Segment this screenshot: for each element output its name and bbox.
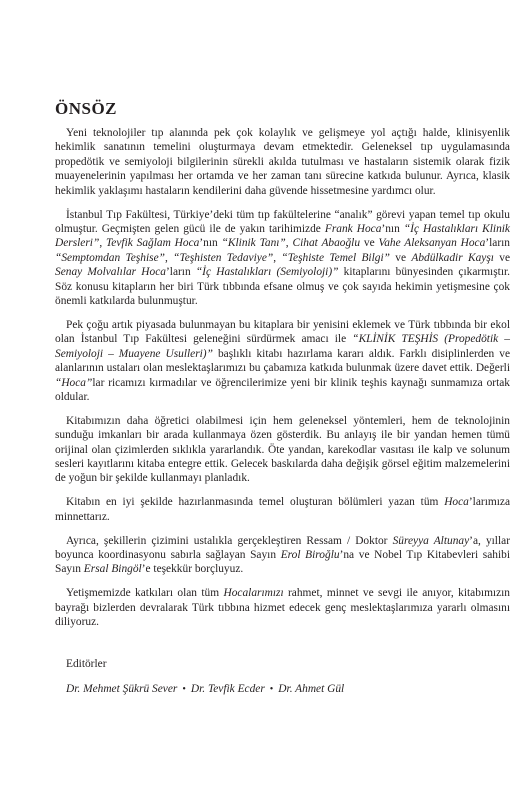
editor-name: Dr. Mehmet Şükrü Sever bbox=[66, 683, 178, 695]
text-segment: , bbox=[164, 251, 174, 264]
preface-paragraph bbox=[55, 126, 510, 198]
italic-text: Ersal Bingöl bbox=[83, 563, 142, 576]
text-segment: , bbox=[273, 251, 282, 264]
text-segment: , bbox=[285, 237, 293, 250]
text-segment: ’a, yıllar boyunca koordinasyonu sabırla sağlayan Sayın bbox=[55, 534, 510, 562]
italic-text: “Teşhiste Temel Bilgi” bbox=[281, 251, 390, 264]
italic-text: Süreyya Altunay bbox=[392, 534, 470, 547]
editor-names bbox=[66, 683, 344, 695]
text-segment: rahmet, minnet ve sevgi ile anıyor, kitabımızın bayrağı bizlerden devralarak Türk tıbbına hizmet edecek genç meslektaşlarımıza yararlı olmasını diliyoruz. bbox=[55, 587, 511, 629]
text-segment: başlıklı kitabı hazırlama kararı aldık. Farklı disiplinlerden ve alanlarının ustaları olan meslektaşlarımızı bu çabamıza katkıda bulunmak üzere davet ettik. Değerli bbox=[55, 347, 510, 375]
text-segment: Kitabın en iyi şekilde hazırlanmasında temel oluşturan bölümleri yazan tüm bbox=[66, 496, 445, 509]
italic-text: “Semptomdan Teşhise” bbox=[55, 251, 165, 264]
italic-text: “İç Hastalıkları Klinik Dersleri” bbox=[55, 222, 510, 250]
text-segment: ’larımıza minnettarız. bbox=[55, 496, 510, 523]
text-segment: lar ricamızı kırmadılar ve öğrencilerimize yeni bir klinik teşhis kaynağı sunmamıza ortak oldular. bbox=[55, 376, 510, 403]
italic-text: “Hoca” bbox=[55, 376, 93, 389]
text-segment: ve bbox=[360, 237, 379, 250]
text-segment: ’ların bbox=[485, 237, 510, 250]
italic-text: “KLİNİK TEŞHİS (Propedötik – Semiyoloji – Muayene Usulleri)” bbox=[55, 333, 510, 360]
text-segment: Yeni teknolojiler tıp alanında pek çok kolaylık ve gelişmeye yol açtığı halde, klinisyenlik hekimlik sanatının temelini oluşturmaya devam etmektedir. Geleneksel tıp uygulamasında propedötik ve semiyoloji bilgilerinin sürekli akılda tutulması ve hastaların sistemik olarak fizik muayenelerinin yapılması her ortamda ve her zaman tanı sürecine katkıda bulunur. Ayrıca, klasik hekimlik yaklaşımı hastaların kendilerini daha güvende hissetmesine yardımcı olur. bbox=[55, 127, 510, 197]
text-segment: ’na ve Nobel Tıp Kitabevleri sahibi Sayın bbox=[55, 549, 510, 576]
name-separator: • bbox=[269, 684, 274, 695]
italic-text: “Klinik Tanı” bbox=[221, 237, 286, 250]
text-segment: Pek çoğu artık piyasada bulunmayan bu kitaplara bir yenisini eklemek ve Türk tıbbında bir ekol olan İstanbul Tıp Fakültesi geleneğini sürdürmek amacı ile bbox=[55, 318, 510, 346]
text-segment: ve bbox=[389, 251, 412, 264]
text-segment: ’e teşekkür borçluyuz. bbox=[141, 563, 244, 576]
text-segment: İstanbul Tıp Fakültesi, Türkiye’deki tüm tıp fakültelerine “analık” görevi yapan temel tıp okulu olmuştur. Geçmişten gelen gücü ile de yakın tarihimizde bbox=[55, 208, 510, 235]
preface-paragraph bbox=[55, 586, 510, 629]
text-segment: Yetişmemizde katkıları olan tüm bbox=[66, 587, 224, 600]
italic-text: Frank Hoca bbox=[324, 222, 382, 235]
italic-text: Senay Molvalılar Hoca bbox=[55, 266, 166, 279]
preface-paragraph bbox=[55, 318, 510, 404]
text-segment: Ayrıca, şekillerin çizimini ustalıkla gerçekleştiren Ressam / Doktor bbox=[66, 534, 393, 547]
editors-label: Editörler bbox=[66, 658, 107, 670]
name-separator: • bbox=[182, 684, 186, 695]
italic-text: “Teşhisten Tedaviye” bbox=[173, 251, 274, 264]
italic-text: Tevfik Sağlam Hoca bbox=[106, 237, 200, 250]
italic-text: “İç Hastalıkları (Semiyoloji)” bbox=[195, 266, 339, 279]
text-segment: ’nın bbox=[199, 237, 222, 250]
italic-text: Abdülkadir Kayşı bbox=[411, 251, 494, 264]
preface-paragraph bbox=[55, 414, 510, 486]
text-segment: , bbox=[99, 237, 107, 250]
page-title: ÖNSÖZ bbox=[55, 99, 118, 118]
editor-name: Dr. Tevfik Ecder bbox=[190, 683, 265, 695]
preface-paragraph bbox=[55, 534, 510, 577]
preface-body bbox=[55, 126, 510, 639]
preface-paragraph bbox=[55, 208, 510, 309]
italic-text: Erol Biroğlu bbox=[280, 549, 340, 562]
italic-text: Hoca bbox=[444, 496, 469, 509]
text-segment: ’nın bbox=[381, 222, 404, 235]
editor-name: Dr. Ahmet Gül bbox=[278, 683, 345, 695]
text-segment: ’ların bbox=[165, 266, 196, 279]
italic-text: Vahe Aleksanyan Hoca bbox=[378, 237, 486, 250]
italic-text: Hocalarımızı bbox=[223, 587, 284, 600]
italic-text: Cihat Abaoğlu bbox=[292, 237, 361, 250]
preface-paragraph bbox=[55, 495, 510, 524]
text-segment: ve bbox=[493, 251, 511, 264]
text-segment: Kitabımızın daha öğretici olabilmesi için hem geleneksel yöntemleri, hem de teknolojinin sunduğu imkanları bir arada kullanmaya özen gösterdik. Bu anlayış ile bir yandan hemen tümü orijinal olan çizimlerden sıklıkla yararlandık. Öte yandan, karekodlar vasıtası ile kalp ve solunum sesleri kayıtlarını kitaba entegre ettik. Gelecek baskılarda daha değişik görsel eğitim malzemelerini de yoğun bir şekilde kullanmayı planladık. bbox=[55, 414, 510, 485]
text-segment: kitaplarını bünyesinden çıkarmıştır. Söz konusu kitapların her biri Türk tıbbında efsane olmuş ve çok sayıda hekimin yetişmesine çok önemli katkılarda bulunmuştur. bbox=[55, 266, 510, 307]
